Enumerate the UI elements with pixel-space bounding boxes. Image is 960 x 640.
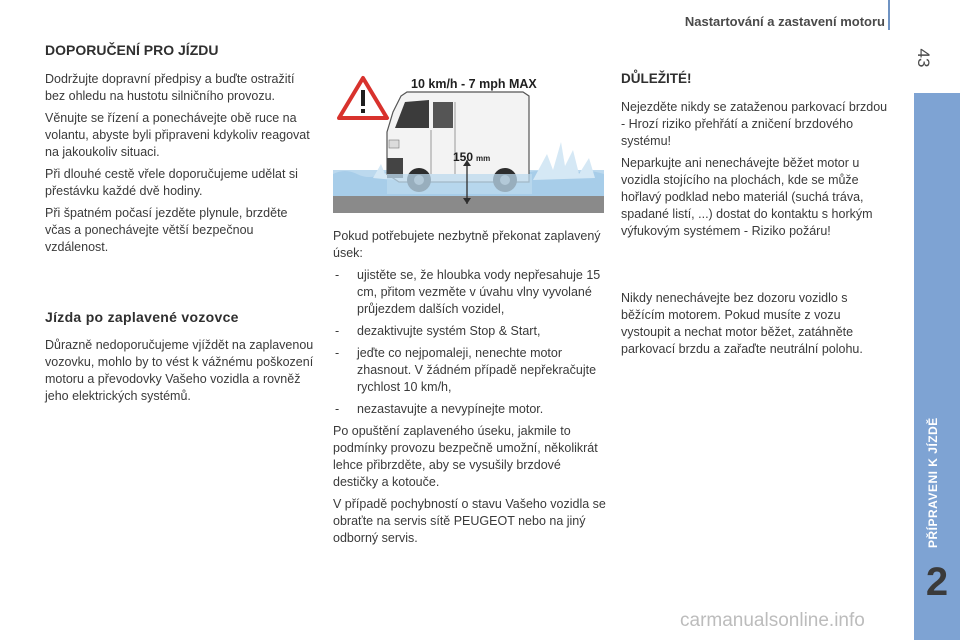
paragraph: Při špatném počasí jezděte plynule, brzděte včas a ponechávejte větší bezpečnou vzdálenost.	[45, 206, 288, 254]
depth-label: 150	[453, 150, 474, 164]
paragraph: V případě pochybností o stavu Vašeho vozidla se obraťte na servis sítě PEUGEOT nebo na jiný odborný servis.	[333, 497, 606, 545]
list-item: - jeďte co nejpomaleji, nenechte motor zhasnout. V žádném případě nepřekračujte rychlost 10 km/h,	[333, 345, 608, 396]
chapter-title: PŘÍPRAVENI K JÍZDĚ	[926, 417, 940, 548]
paragraph: Při dlouhé cestě vřele doporučujeme udělat si přestávku každé dvě hodiny.	[45, 167, 298, 198]
paragraph: Neparkujte ani nenechávejte běžet motor u vozidla stojícího na plochách, kde se může hořlavý podklad nebo materiál (suchá tráva, spadané listí, ...) dostat do kontaktu s horkým výfukovým systémem - Riziko požáru!	[621, 156, 873, 238]
paragraph: Věnujte se řízení a ponechávejte obě ruce na volantu, abyste byli připraveni kdykoliv reagovat na jakoukoliv situaci.	[45, 111, 310, 159]
paragraph: Po opuštění zaplaveného úseku, jakmile to podmínky provozu bezpečně umožní, několikrát lehce přibrzděte, aby se vysušily brzdové destičky a kotouče.	[333, 424, 598, 489]
list-item: - dezaktivujte systém Stop & Start,	[333, 323, 608, 340]
list-item: - nezastavujte a nevypínejte motor.	[333, 401, 608, 418]
depth-unit: mm	[476, 154, 491, 163]
important-heading: DŮLEŽITÉ!	[621, 71, 692, 86]
paragraph: Důrazně nedoporučujeme vjíždět na zaplavenou vozovku, mohlo by to vést k vážnému poškození motoru a převodovky Vašeho vozidla a rovněž jeho elektrických systémů.	[45, 338, 314, 403]
column-flooded-road	[333, 228, 608, 552]
flood-instructions-list	[333, 267, 608, 418]
page-number: 43	[914, 48, 933, 68]
list-item: - ujistěte se, že hloubka vody nepřesahuje 15 cm, přitom vezměte v úvahu vlny vyvolané průjezdem dalších vozidel,	[333, 267, 608, 318]
header-divider	[888, 0, 890, 30]
watermark: carmanualsonline.info	[680, 610, 865, 631]
speed-limit-label: 10 km/h - 7 mph MAX	[411, 77, 537, 91]
paragraph: Nejezděte nikdy se zataženou parkovací brzdou - Hrozí riziko přehřátí a zničení brzdového systému!	[621, 100, 888, 148]
paragraph: Nikdy nenechávejte bez dozoru vozidlo s běžícím motorem. Pokud musíte z vozu vystoupit a nechat motor běžet, zatáhněte parkovací brzdu a zařaďte neutrální polohu.	[621, 291, 863, 356]
paragraph: Dodržujte dopravní předpisy a buďte ostražití bez ohledu na hustotu silničního provozu.	[45, 72, 295, 103]
flooded-road-illustration	[333, 70, 604, 213]
subsection-heading: Jízda po zaplavené vozovce	[45, 309, 239, 325]
column-driving-advice	[45, 42, 315, 410]
section-heading: DOPORUČENÍ PRO JÍZDU	[45, 42, 219, 58]
page-header-title: Nastartování a zastavení motoru	[684, 14, 885, 29]
chapter-number: 2	[925, 560, 949, 604]
column-important	[621, 70, 889, 363]
paragraph: Pokud potřebujete nezbytně překonat zaplavený úsek:	[333, 229, 601, 260]
